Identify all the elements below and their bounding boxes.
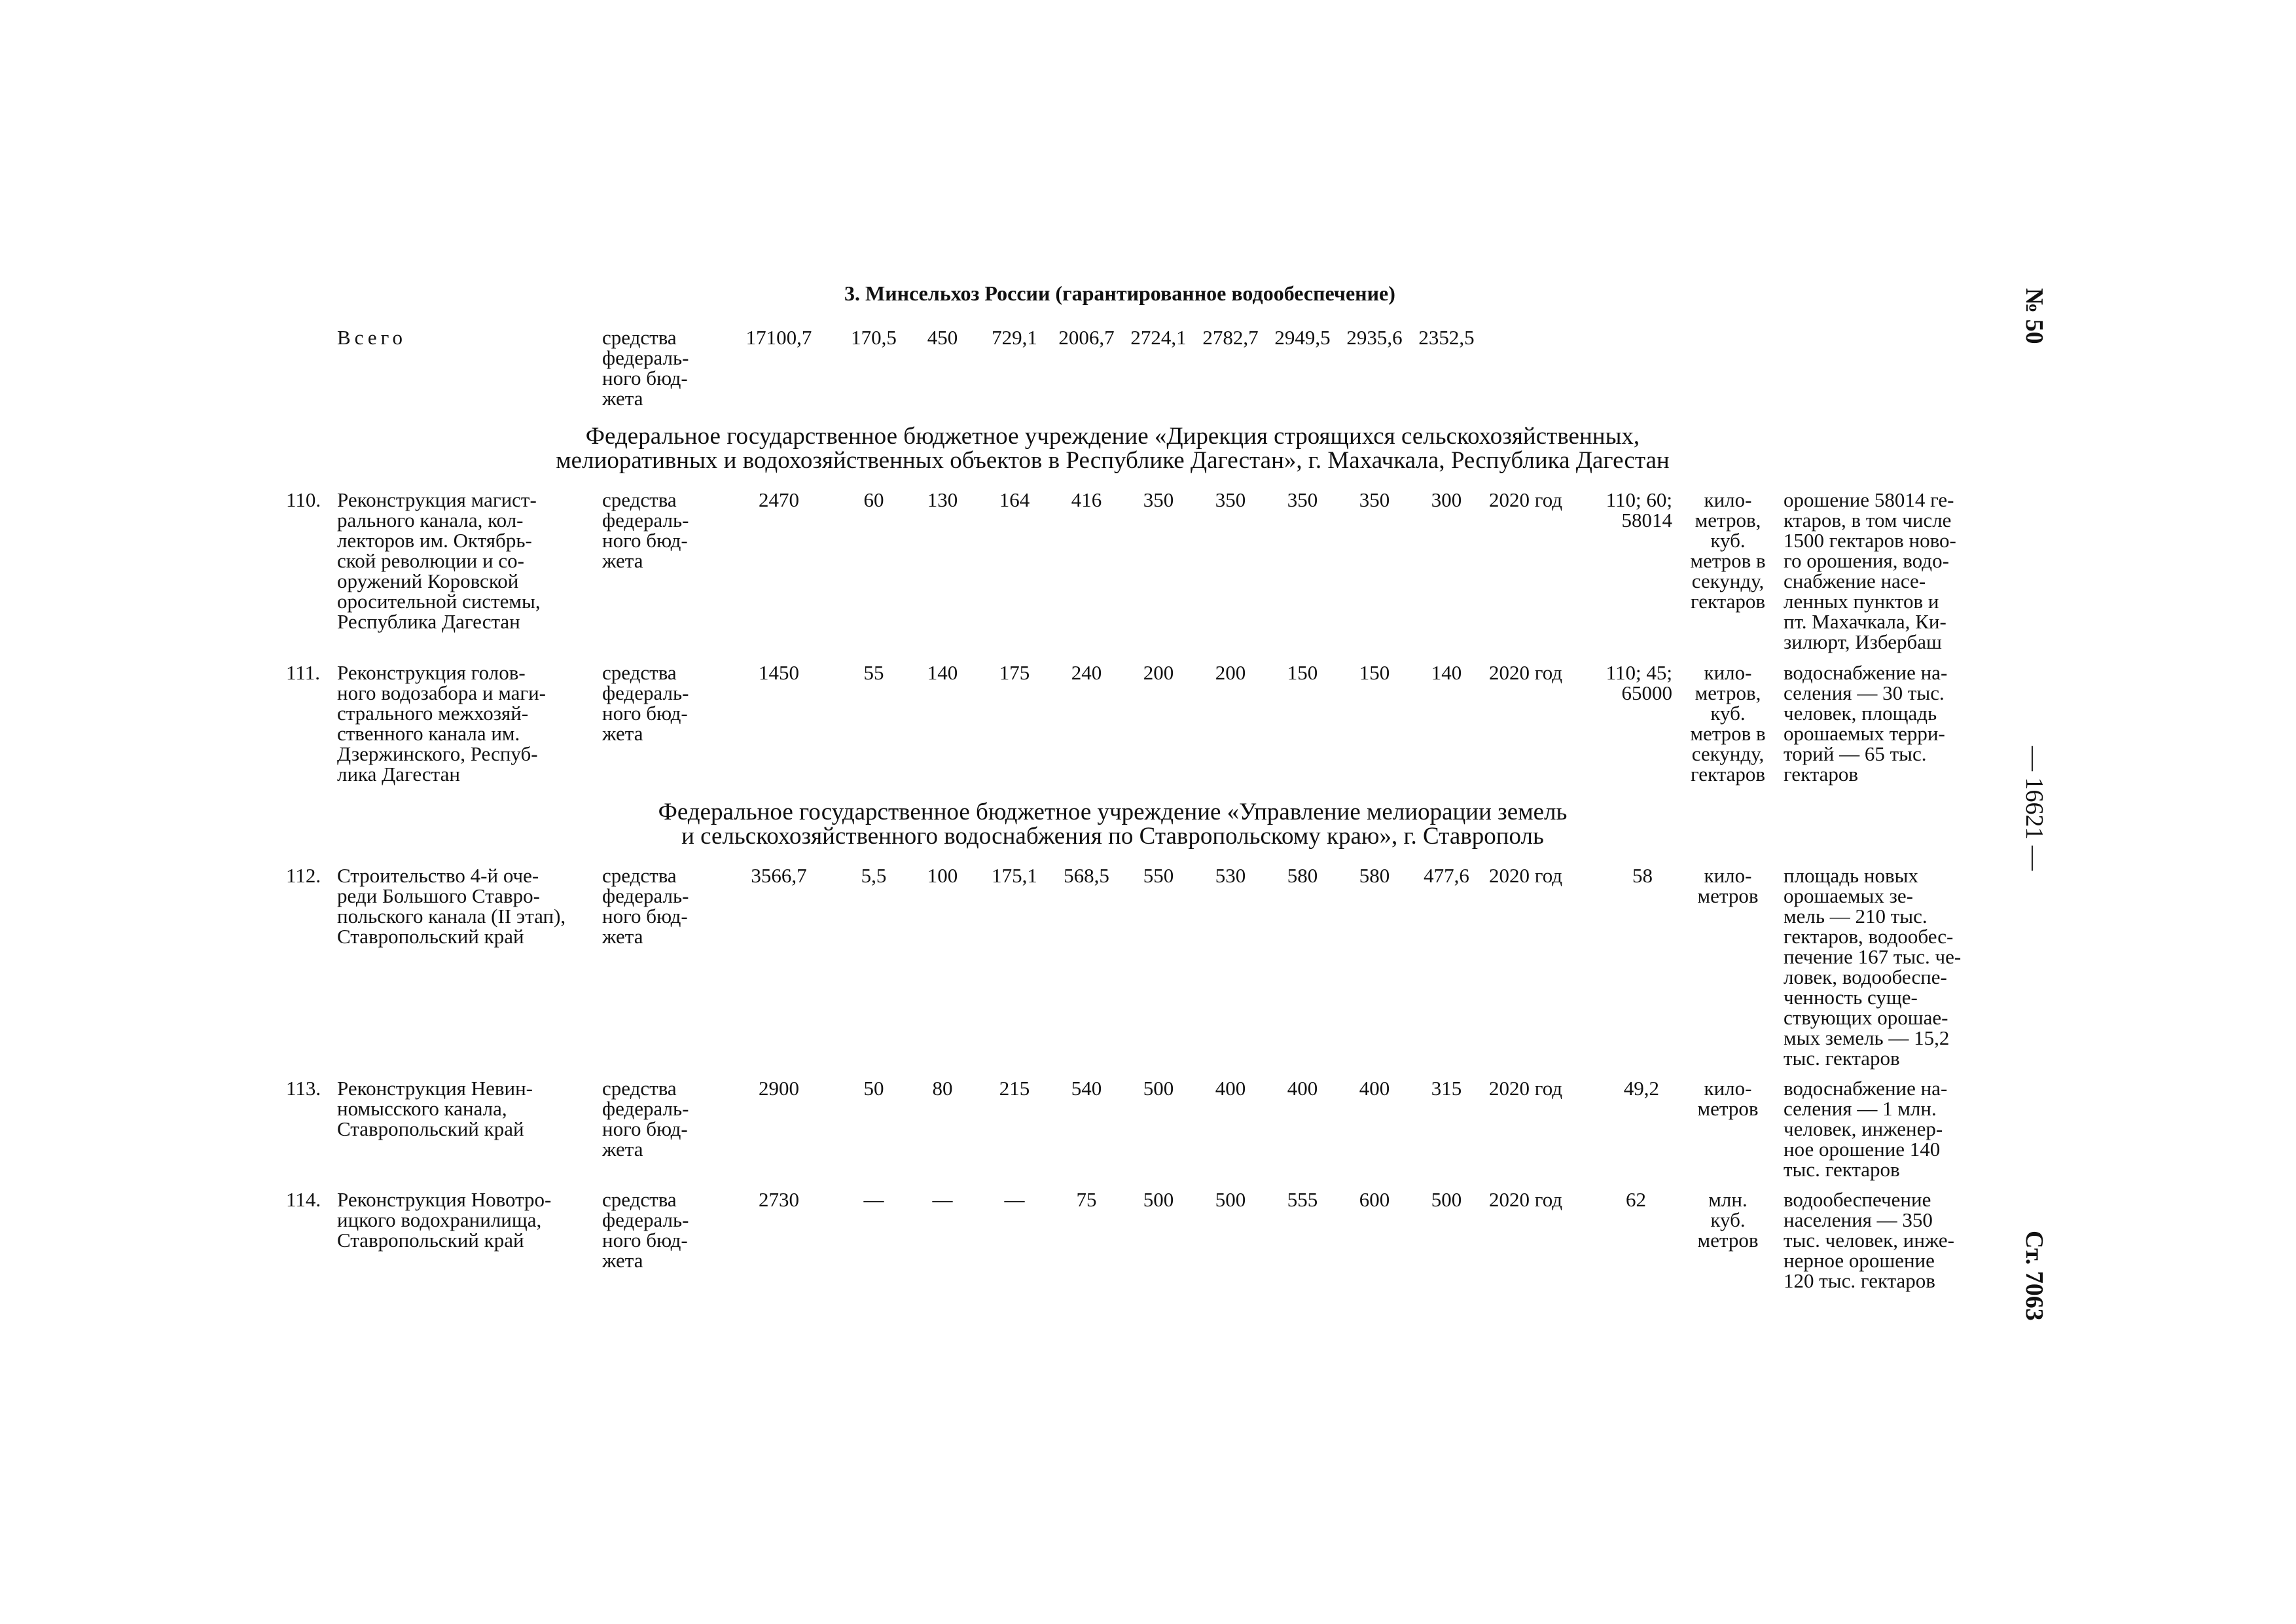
row-number: 112. — [286, 864, 321, 887]
row-value-1: 60 — [863, 488, 884, 511]
row-unit: кило- метров — [1697, 864, 1759, 907]
row-value-4: 540 — [1071, 1077, 1102, 1100]
row-value-8: 150 — [1359, 661, 1390, 684]
row-name: Реконструкция магист- рального канала, кол- лекторов им. Октябрь- ской революции и со- оружений Коровской оросительной системы, Республика Дагестан — [337, 488, 541, 633]
row-value-6: 500 — [1215, 1188, 1246, 1211]
row-unit: кило- метров, куб. метров в секунду, гектаров — [1690, 488, 1766, 613]
row-value-7: 400 — [1287, 1077, 1318, 1100]
row-source: средства федераль- ного бюд- жета — [602, 1188, 689, 1272]
row-value-5: 350 — [1143, 488, 1174, 511]
row-number: 113. — [286, 1077, 321, 1100]
group-heading-stavropol: Федеральное государственное бюджетное учреждение «Управление мелиорации земель и сельскохозяйственного водоснабжения по Ставропольскому краю», г. Ставрополь — [658, 799, 1568, 850]
row-year: 2020 год — [1489, 488, 1563, 511]
row-value-6: 350 — [1215, 488, 1246, 511]
row-capacity: 62 — [1626, 1188, 1646, 1211]
group-heading-dagestan: Федеральное государственное бюджетное учреждение «Дирекция строящихся сельскохозяйственных, мелиоративных и водохозяйственных объектов в Республике Дагестан», г. Махачкала, Республика Дагестан — [556, 423, 1670, 474]
row-value-2: 80 — [932, 1077, 953, 1100]
row-value-6: 530 — [1215, 864, 1246, 887]
row-value-9: 315 — [1431, 1077, 1462, 1100]
row-name: Строительство 4-й оче- реди Большого Ставро- польского канала (II этап), Ставропольский край — [337, 864, 566, 948]
row-year: 2020 год — [1489, 1188, 1563, 1211]
row-name: Реконструкция Новотро- ицкого водохранилища, Ставропольский край — [337, 1188, 552, 1252]
total-source: средства федераль- ного бюд- жета — [602, 326, 689, 410]
row-value-8: 350 — [1359, 488, 1390, 511]
row-capacity: 58 — [1632, 864, 1653, 887]
row-value-1: 50 — [863, 1077, 884, 1100]
row-name: Реконструкция Невин- номысского канала, Ставропольский край — [337, 1077, 533, 1140]
total-value-2: 450 — [927, 326, 958, 349]
row-value-5: 200 — [1143, 661, 1174, 684]
row-source: средства федераль- ного бюд- жета — [602, 864, 689, 948]
row-value-0: 2730 — [759, 1188, 799, 1211]
total-label: Всего — [337, 326, 407, 349]
total-value-9: 2352,5 — [1418, 326, 1475, 349]
total-value-8: 2935,6 — [1346, 326, 1403, 349]
row-unit: млн. куб. метров — [1697, 1188, 1759, 1252]
row-value-4: 416 — [1071, 488, 1102, 511]
row-value-4: 568,5 — [1064, 864, 1109, 887]
row-source: средства федераль- ного бюд- жета — [602, 488, 689, 572]
row-year: 2020 год — [1489, 864, 1563, 887]
total-value-6: 2782,7 — [1202, 326, 1259, 349]
row-value-2: — — [932, 1188, 953, 1211]
row-value-1: 5,5 — [861, 864, 887, 887]
row-value-7: 150 — [1287, 661, 1318, 684]
row-value-0: 2470 — [759, 488, 799, 511]
row-capacity: 110; 45; 65000 — [1605, 661, 1672, 704]
article-number: Ст. 7063 — [2020, 1231, 2048, 1321]
row-value-3: 175 — [999, 661, 1030, 684]
row-value-4: 75 — [1076, 1188, 1097, 1211]
row-effect: площадь новых орошаемых зе- мель — 210 тыс. гектаров, водообес- печение 167 тыс. че- ловек, водообеспе- ченность суще- ствующих орошае- мых земель — 15,2 тыс. гектаров — [1784, 864, 1962, 1070]
row-capacity: 110; 60; 58014 — [1605, 488, 1672, 532]
row-value-8: 580 — [1359, 864, 1390, 887]
row-value-1: 55 — [863, 661, 884, 684]
row-value-0: 1450 — [759, 661, 799, 684]
total-value-5: 2724,1 — [1130, 326, 1187, 349]
row-value-0: 3566,7 — [751, 864, 807, 887]
row-value-7: 555 — [1287, 1188, 1318, 1211]
row-effect: водоснабжение на- селения — 1 млн. человек, инженер- ное орошение 140 тыс. гектаров — [1784, 1077, 1948, 1181]
row-value-9: 300 — [1431, 488, 1462, 511]
row-value-3: 164 — [999, 488, 1030, 511]
row-year: 2020 год — [1489, 661, 1563, 684]
row-source: средства федераль- ного бюд- жета — [602, 661, 689, 745]
row-number: 110. — [286, 488, 321, 511]
row-value-4: 240 — [1071, 661, 1102, 684]
issue-number: № 50 — [2020, 288, 2048, 344]
row-value-8: 600 — [1359, 1188, 1390, 1211]
row-name: Реконструкция голов- ного водозабора и маги- стрального межхозяй- ственного канала им. Дзержинского, Респуб- лика Дагестан — [337, 661, 547, 785]
row-value-3: 215 — [999, 1077, 1030, 1100]
row-unit: кило- метров — [1697, 1077, 1759, 1120]
row-value-5: 500 — [1143, 1188, 1174, 1211]
total-value-0: 17100,7 — [745, 326, 812, 349]
row-value-3: 175,1 — [992, 864, 1037, 887]
row-number: 111. — [286, 661, 320, 684]
section-title: 3. Минсельхоз России (гарантированное водообеспечение) — [844, 281, 1395, 305]
total-value-3: 729,1 — [992, 326, 1037, 349]
row-value-3: — — [1004, 1188, 1025, 1211]
row-value-9: 500 — [1431, 1188, 1462, 1211]
row-value-9: 140 — [1431, 661, 1462, 684]
row-effect: водоснабжение на- селения — 30 тыс. человек, площадь орошаемых терри- торий — 65 тыс. гектаров — [1784, 661, 1948, 785]
total-value-4: 2006,7 — [1058, 326, 1115, 349]
row-value-2: 130 — [927, 488, 958, 511]
row-value-7: 580 — [1287, 864, 1318, 887]
row-value-2: 140 — [927, 661, 958, 684]
row-source: средства федераль- ного бюд- жета — [602, 1077, 689, 1161]
row-value-6: 400 — [1215, 1077, 1246, 1100]
row-unit: кило- метров, куб. метров в секунду, гектаров — [1690, 661, 1766, 785]
row-value-6: 200 — [1215, 661, 1246, 684]
total-value-7: 2949,5 — [1274, 326, 1331, 349]
row-value-9: 477,6 — [1424, 864, 1469, 887]
row-year: 2020 год — [1489, 1077, 1563, 1100]
row-value-7: 350 — [1287, 488, 1318, 511]
row-effect: орошение 58014 ге- ктаров, в том числе 1500 гектаров ново- го орошения, водо- снабжение насе- ленных пунктов и пт. Махачкала, Ки- зилюрт, Избербаш — [1784, 488, 1956, 653]
row-value-0: 2900 — [759, 1077, 799, 1100]
row-value-2: 100 — [927, 864, 958, 887]
row-value-5: 500 — [1143, 1077, 1174, 1100]
page-number: — 16621 — — [2020, 746, 2048, 871]
row-effect: водообеспечение населения — 350 тыс. человек, инже- нерное орошение 120 тыс. гектаров — [1784, 1188, 1955, 1292]
total-value-1: 170,5 — [851, 326, 897, 349]
row-value-1: — — [863, 1188, 884, 1211]
row-capacity: 49,2 — [1623, 1077, 1659, 1100]
row-number: 114. — [286, 1188, 321, 1211]
row-value-8: 400 — [1359, 1077, 1390, 1100]
row-value-5: 550 — [1143, 864, 1174, 887]
